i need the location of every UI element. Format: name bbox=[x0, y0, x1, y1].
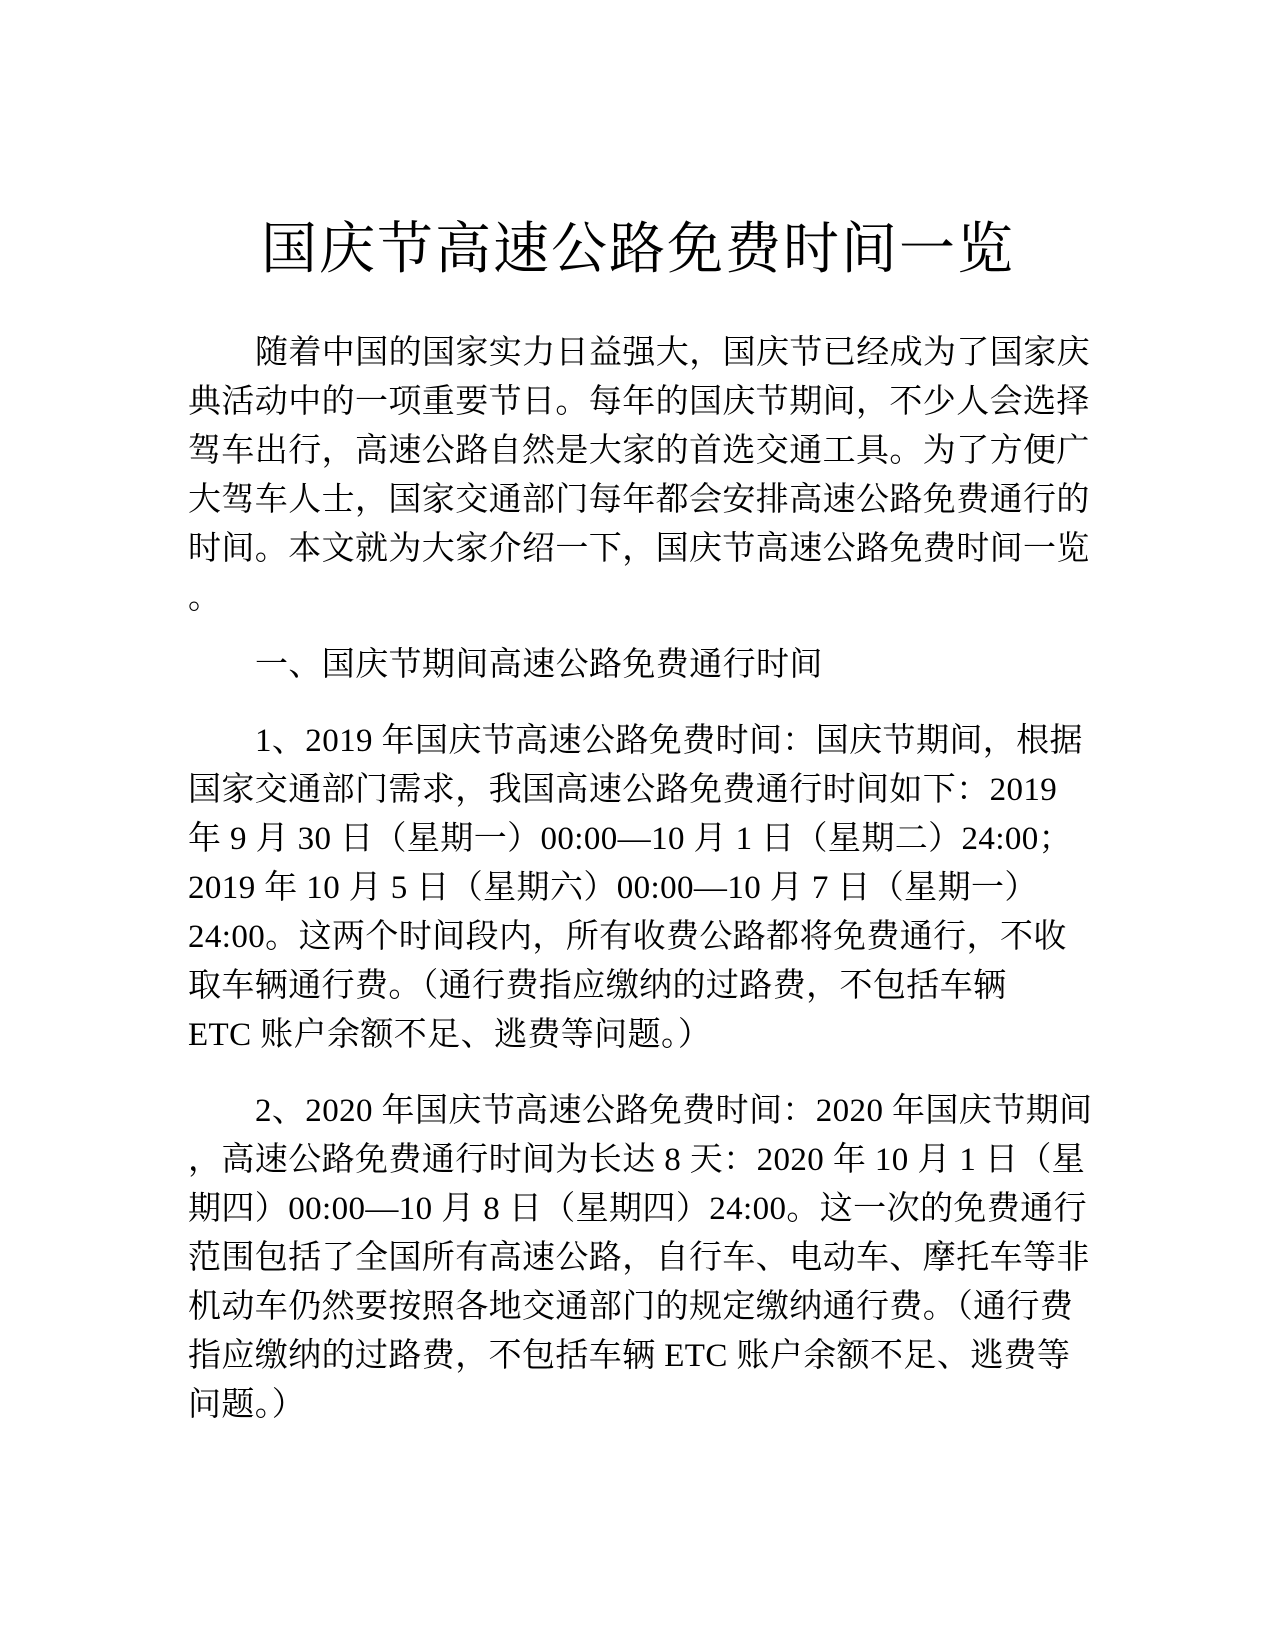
text-line: 随着中国的国家实力日益强大，国庆节已经成为了国家庆 bbox=[255, 335, 1090, 371]
document-title: 国庆节高速公路免费时间一览 bbox=[261, 219, 1015, 281]
item-2020-paragraph bbox=[188, 1087, 1093, 1430]
text-line: 机动车仍然要按照各地交通部门的规定缴纳通行费。（通行费 bbox=[188, 1289, 1074, 1325]
text-line: 取车辆通行费。（通行费指应缴纳的过路费，不包括车辆 bbox=[188, 968, 1007, 1004]
text-line: 2、2020 年国庆节高速公路免费时间：2020 年国庆节期间 bbox=[255, 1093, 1093, 1129]
text-line: 范围包括了全国所有高速公路，自行车、电动车、摩托车等非 bbox=[188, 1240, 1090, 1276]
text-line: 24:00。这两个时间段内，所有收费公路都将免费通行，不收 bbox=[188, 919, 1067, 955]
text-line: ，高速公路免费通行时间为长达 8 天：2020 年 10 月 1 日（星 bbox=[188, 1142, 1086, 1178]
text-line: ETC 账户余额不足、逃费等问题。） bbox=[188, 1017, 712, 1053]
text-line: 大驾车人士，国家交通部门每年都会安排高速公路免费通行的 bbox=[188, 482, 1090, 518]
text-line: 2019 年 10 月 5 日（星期六）00:00—10 月 7 日（星期一） bbox=[188, 870, 1038, 906]
text-line: 国家交通部门需求，我国高速公路免费通行时间如下：2019 bbox=[188, 772, 1058, 808]
text-line: 典活动中的一项重要节日。每年的国庆节期间，不少人会选择 bbox=[188, 384, 1090, 420]
text-line: 期四）00:00—10 月 8 日（星期四）24:00。这一次的免费通行 bbox=[188, 1191, 1087, 1227]
text-line: 时间。本文就为大家介绍一下，国庆节高速公路免费时间一览 bbox=[188, 531, 1090, 567]
section-heading: 一、国庆节期间高速公路免费通行时间 bbox=[255, 647, 823, 683]
text-line: 1、2019 年国庆节高速公路免费时间：国庆节期间，根据 bbox=[255, 723, 1083, 759]
item-2019-paragraph bbox=[188, 717, 1088, 1060]
text-line: 驾车出行，高速公路自然是大家的首选交通工具。为了方便广 bbox=[188, 433, 1090, 469]
text-line: 。 bbox=[188, 580, 222, 616]
text-line: 年 9 月 30 日（星期一）00:00—10 月 1 日（星期二）24:00； bbox=[188, 821, 1073, 857]
intro-paragraph bbox=[188, 329, 1088, 623]
text-line: 问题。） bbox=[188, 1387, 306, 1423]
text-line: 指应缴纳的过路费，不包括车辆 ETC 账户余额不足、逃费等 bbox=[188, 1338, 1071, 1374]
